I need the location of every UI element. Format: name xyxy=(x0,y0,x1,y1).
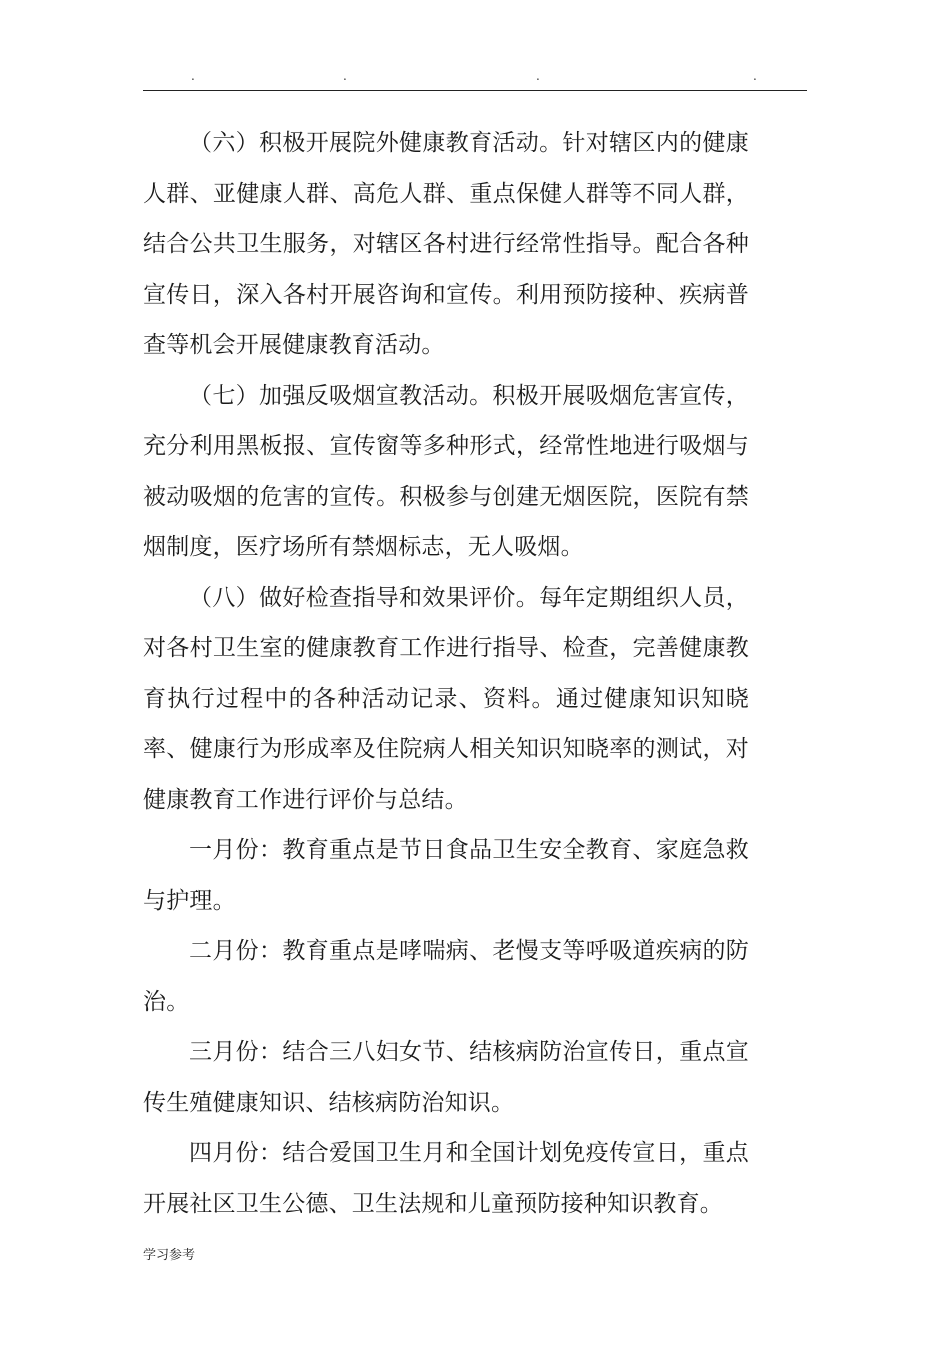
header-dots xyxy=(143,70,807,90)
paragraph-six: （六）积极开展院外健康教育活动。针对辖区内的健康人群、亚健康人群、高危人群、重点保健人群等不同人群，结合公共卫生服务，对辖区各村进行经常性指导。配合各种宣传日，深入各村开展咨询和宣传。利用预防接种、疾病普查等机会开展健康教育活动。 xyxy=(143,130,749,358)
header-dot: . xyxy=(191,69,195,83)
paragraph-april: 四月份：结合爱国卫生月和全国计划免疫传宣日，重点开展社区卫生公德、卫生法规和儿童预防接种知识教育。 xyxy=(143,1140,749,1217)
footer-label: 学习参考 xyxy=(143,1248,196,1263)
paragraph-seven: （七）加强反吸烟宣教活动。积极开展吸烟危害宣传，充分利用黑板报、宣传窗等多种形式，经常性地进行吸烟与被动吸烟的危害的宣传。积极参与创建无烟医院，医院有禁烟制度，医疗场所有禁烟标志，无人吸烟。 xyxy=(143,382,749,560)
paragraph-eight: （八）做好检查指导和效果评价。每年定期组织人员，对各村卫生室的健康教育工作进行指导、检查，完善健康教育执行过程中的各种活动记录、资料。通过健康知识知晓率、健康行为形成率及住院病人相关知识知晓率的测试，对健康教育工作进行评价与总结。 xyxy=(143,584,749,813)
document-body xyxy=(143,118,749,1229)
header-dot: . xyxy=(343,69,347,83)
paragraph-february: 二月份：教育重点是哮喘病、老慢支等呼吸道疾病的防治。 xyxy=(143,938,749,1015)
header-dot: . xyxy=(753,69,757,83)
header-rule xyxy=(143,90,807,91)
paragraph-january: 一月份：教育重点是节日食品卫生安全教育、家庭急救与护理。 xyxy=(143,837,749,914)
paragraph-march: 三月份：结合三八妇女节、结核病防治宣传日，重点宣传生殖健康知识、结核病防治知识。 xyxy=(143,1039,749,1116)
header-dot: . xyxy=(536,69,540,83)
